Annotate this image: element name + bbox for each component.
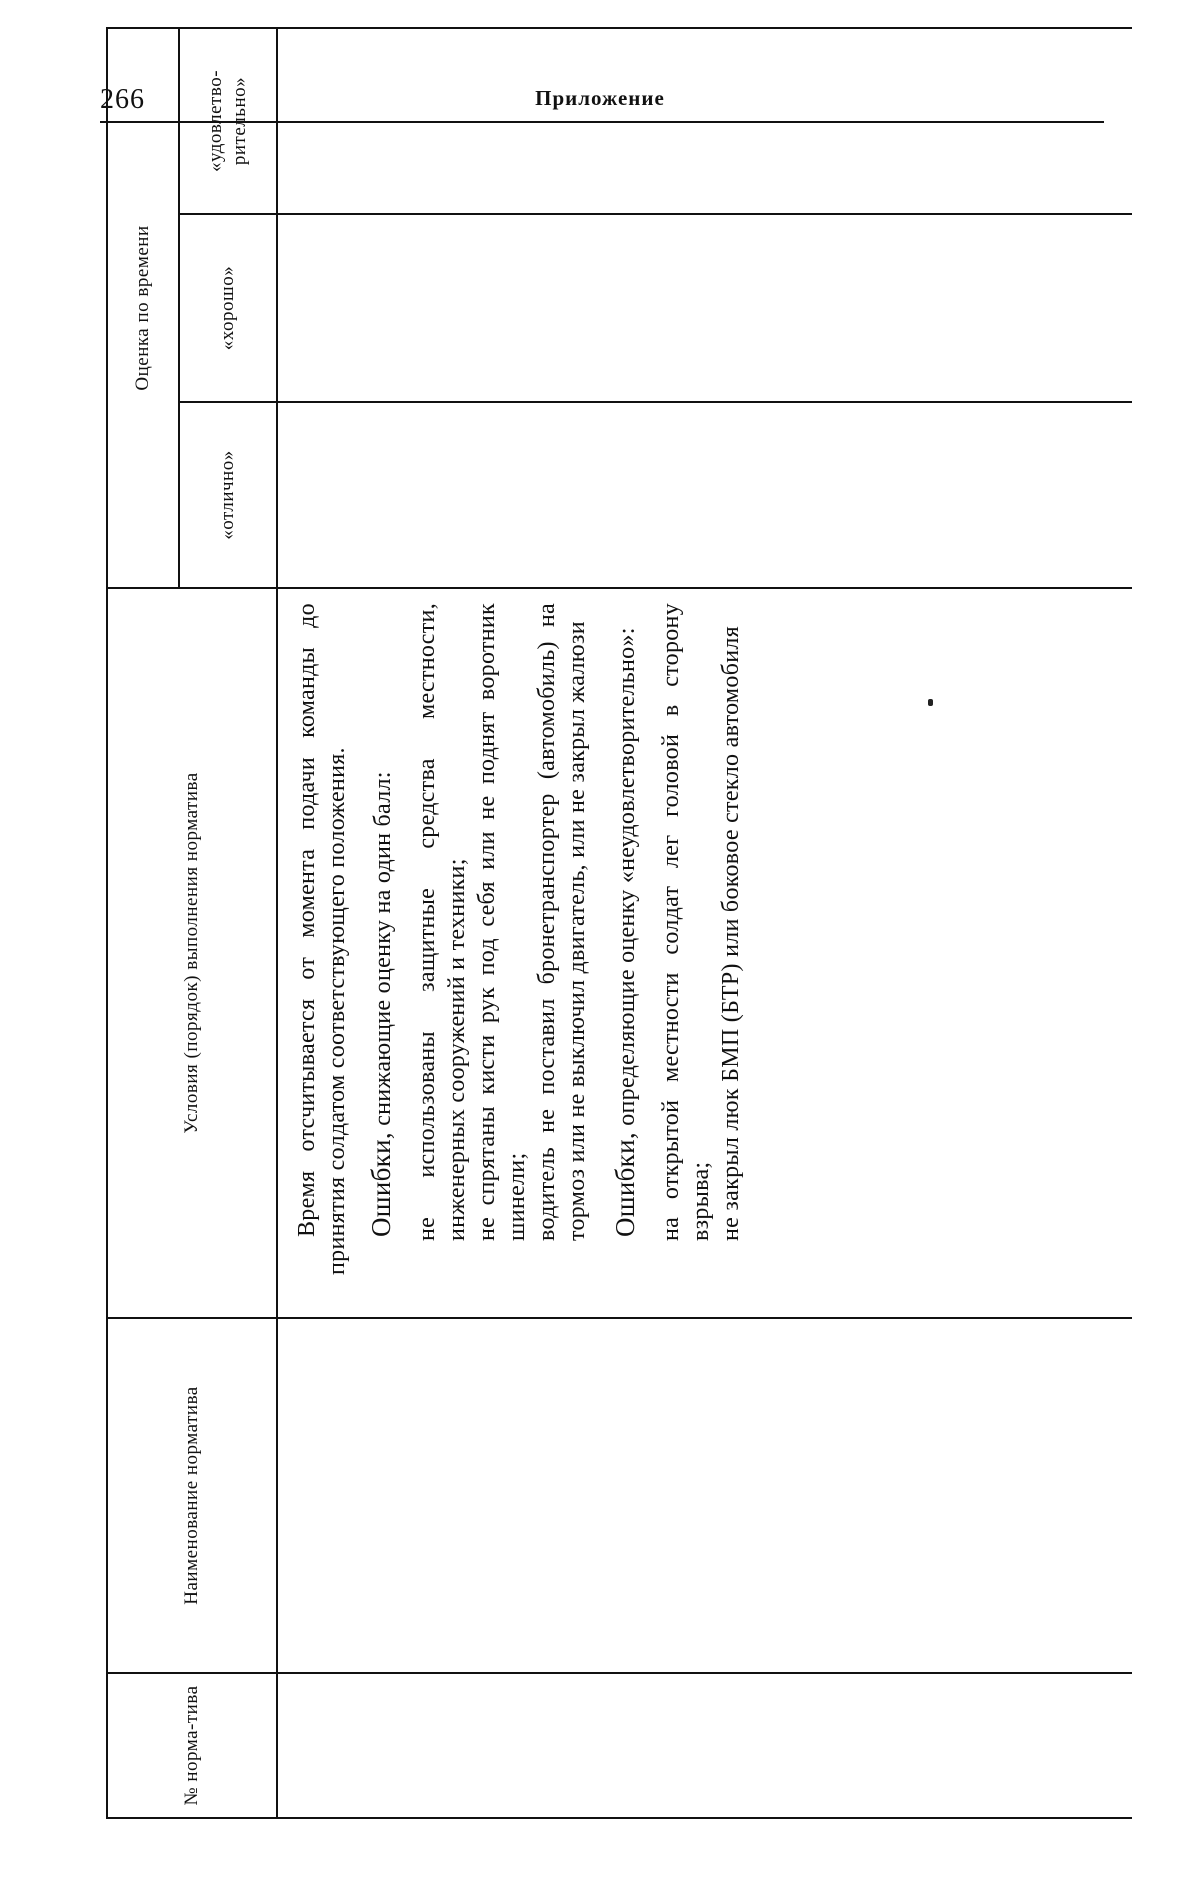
lowering-errors-heading: [366, 603, 398, 1275]
lowering-error-item: не использованы защитные средства местности, инженерных сооружений и техники;: [414, 603, 470, 1241]
col-header-number: № норма-тива: [107, 1673, 277, 1818]
failing-errors-rest: определяющие оценку «неудовлетворительно»:: [614, 627, 640, 1133]
failing-error-item: не закрыл люк БМП (БТР) или боковое стекло автомобиля: [718, 626, 744, 1241]
cell-time-excellent: [277, 402, 1132, 588]
failing-errors-lead: Ошибки,: [610, 1132, 640, 1237]
lowering-errors-lead: Ошибки,: [366, 1132, 396, 1237]
page-number: 266: [100, 84, 145, 115]
standards-table: [106, 27, 1132, 1819]
col-header-time-group: Оценка по времени: [107, 28, 179, 588]
lowering-error-item: водитель не поставил бронетранспортер (автомобиль) на тормоз или не выключил двигатель, или не закрыл жалюзи: [534, 603, 590, 1241]
conditions-intro: Время отсчитывается от момента подачи команды до принятия солдатом соответствующего положения.: [294, 603, 350, 1275]
col-header-conditions: Условия (порядок) выполнения норматива: [107, 588, 277, 1318]
cell-time-good: [277, 214, 1132, 402]
col-header-excellent: «отлично»: [179, 402, 277, 588]
col-header-good: «хорошо»: [179, 214, 277, 402]
running-title: Приложение: [535, 86, 665, 110]
cell-name: [277, 1318, 1132, 1673]
lowering-error-item: не спрятаны кисти рук под себя или не поднят воротник шинели;: [474, 603, 530, 1241]
header-row-1: [107, 28, 179, 1818]
failing-errors-heading: [610, 603, 642, 1275]
failing-error-item: на открытой местности солдат лег головой в сторону взрыва;: [658, 603, 714, 1241]
col-header-satisfactory: «удовлетво-рительно»: [179, 28, 277, 214]
scan-speck: [928, 699, 933, 706]
table-row: [277, 28, 1132, 1818]
cell-number: [277, 1673, 1132, 1818]
lowering-errors-rest: снижающие оценку на один балл:: [370, 771, 396, 1133]
col-header-name: Наименование норматива: [107, 1318, 277, 1673]
cell-time-satisfactory: [277, 28, 1132, 214]
cell-conditions: [277, 588, 1132, 1318]
